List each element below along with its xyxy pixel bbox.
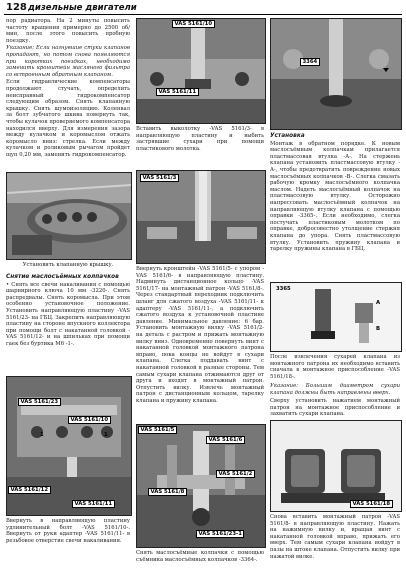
caption-keepers: После извлечения сухарей клапана из монтажного патрона их необходимо вставить сначала в монтажное приспособление -VAS 5161/18-. [270, 354, 400, 380]
section-title: дизельные двигатели [28, 3, 137, 13]
paragraph: • Снять все свечи накаливания с помощью шарнирного ключа 10 мм -3220-. Снять распредвалы. Снять коромысла. При этом особенно установочное положение. Установить направляющую пластину -VAS 5161/23- на ГБЦ. Закрепить направляющую пластину на стороне впускного коллектора при помощи болт с накатанной головкой -VAS 5161/12- и на шпильках при помощи гаек без буртика М6 -1-. [6, 281, 130, 347]
section-heading: Установка [270, 133, 305, 139]
label-vas-5161-12: VAS 5161/12 [8, 486, 51, 494]
label-vas-5161-10-left: VAS 5161/10 [68, 416, 111, 424]
label-vas-5161-3: VAS 5161/3 [140, 174, 179, 182]
photo-valve-cover [6, 172, 132, 260]
label-vas-5161-11-left: VAS 5161/11 [72, 500, 115, 508]
label-vas-5161-2: VAS 5161/2 [216, 470, 255, 478]
label-vas-5161-6: VAS 5161/6 [206, 436, 245, 444]
left-column-top-text [6, 18, 130, 168]
page-header [0, 0, 406, 16]
header-rule [4, 14, 402, 15]
label-vas-5161-5: VAS 5161/5 [138, 426, 177, 434]
label-vas-5161-23-1: VAS 5161/23-1 [196, 530, 244, 538]
label-one: 1 [40, 432, 44, 438]
paragraph: Монтаж в обратном порядке. К новым маслосъёмным колпачкам прилагается пластмассовая втулка -A-. На стержень клапана установить пластмассовую втулку -A-, чтобы предотвратить повреждение новых маслосъёмных колпачков -B-. Слегка смазать рабочую кромку маслосъёмного колпачка маслом. Надеть маслосъёмный колпачок на пластмассовую втулку. Осторожно напрессовать маслосъёмный колпачок на направляющую втулку клапана с помощью оправки -3365-. Если необходимо, слегка постучать пластиковым молотком по оправке, добросовестно утолщение стержня клапана до упора. Снять пластмассовую втулку. Установить пружину клапана и тарелку пружины клапана в ГБЦ. [270, 140, 400, 253]
caption-drift-punch: Вставить выколотку -VAS 5161/3- в направляющую пластину и выбить застрявшие сухари при помощи пластикового молотка. [136, 126, 264, 152]
note-keepers: Указание: Большим диаметром сухари клапана должны быть направлены вверх. [270, 383, 400, 396]
left-column-mid-text [6, 272, 130, 372]
photo-drift-punch [136, 170, 266, 264]
label-vas-5161-11-mid: VAS 5161/11 [156, 88, 199, 96]
label-vas-5161-8: VAS 5161/8 [148, 488, 187, 496]
paragraph: Если гидравлические компенсаторы продолжают стучать, определить неисправный гидрокомпенсатор следующим образом. Снять клапанную крышку. Снять шумоизоляцию. Коленвал за болт зубчатого шкива повернуть так, чтобы кулачок проверяемого компенсатора находился вверху. Для измерения зазора между кулачком и коромыслом отжать коромысло вниз: стрелка. Если между кулачком и роликовым рычагом пройдет щуп 0,20 мм, заменить гидрокомпенсатор. [6, 79, 130, 158]
photo-guide-plate [6, 376, 132, 516]
photo-mounting-fixture [270, 420, 402, 512]
photo-valve-seal-install [270, 282, 402, 352]
label-one: 1 [104, 432, 108, 438]
section-heading: Снятие маслосъёмных колпачков [6, 274, 119, 280]
note-paragraph: Указание: Если нагнувшие стуки клапанов пропадают, но потом снова появляются при коротких поездках, необходимо заменить кронштейн масляного фильтра со встроенным обратным клапаном. [6, 45, 130, 78]
label-vas-5161-23: VAS 5161/23 [18, 398, 61, 406]
label-b: B [376, 326, 381, 332]
photo-extension-bolt [136, 18, 266, 124]
caption-bracket: Ввернуть кронштейн -VAS 5161/5- с упором -VAS 5161/6- в направляющую пластину. Надвинуть дистанционное кольцо -VAS 5161/17- на монтажный патрон -VAS 5161/8-. Через стандартный переходник подключить шланг для сжатого воздуха -VAS 5161/11- к адаптеру -VAS 5161/11-, а подключить сжатого воздуха к установочной пластине давление. Минимальное давление: 6 бар. Установить монтажную вилку -VAS 5161/2- на деталь с растром и прижать монтажную вилку вниз. Одновременно повернуть винт с накатанной головкой монтажного патрона вправо, пока концы не войдут в сухари клапана. Слегка поддавать винт с накатанной головкой в разные стороны. Тем самым сухари клапана отжимаются друг от друга и входят в монтажный патрон. Отпустить вилку. Извлечь монтажный патрон с дистанционным кольцом, тарелку клапана и пружину клапана. [136, 266, 264, 404]
label-3364: 3364 [300, 58, 320, 66]
caption-guide-plate: Ввернуть в направляющую пластину удлинительный болт -VAS 5161/10-. Ввернуть от руки адаптер -VAS 5161/11- в резьбовое отверстие свечи накаливания. [6, 518, 130, 544]
page-number: 128 [6, 2, 27, 13]
text-keepers: Сверху установить нажатием монтажный патрон на монтажное приспособление и захватить сухари клапана. [270, 398, 400, 418]
pointer-bullet [383, 68, 389, 72]
caption-reinsert: Снова вставить монтажный патрон -VAS 5161/8- в направляющую пластину. Нажать на нажимную вилку и, вращая винт с накатанной головкой вправо, прижать его вверх. Тем самым сухари клапана войдут в пазы на штоке клапана. Отпустить вилку при нажатой вилке. [270, 514, 400, 560]
label-3365: 3365 [276, 286, 291, 292]
caption-valve-cover: Установить клапанную крышку. [22, 262, 114, 268]
right-column-install-text [270, 131, 400, 279]
photo-seal-puller [270, 18, 402, 130]
label-vas-5161-18: VAS 5161/18 [350, 500, 393, 508]
label-a: A [376, 300, 381, 306]
paragraph: пор радиатора. На 2 минуты повысить частоту вращения примерно до 2500 об/мин, после этого повысить пробную поездку. [6, 18, 130, 44]
label-vas-5161-10-mid: VAS 5161/10 [172, 20, 215, 28]
caption-seal-puller: Снять маслосъёмные колпачки с помощью съёмника маслосъёмных колпачков -3364-. [136, 550, 264, 563]
